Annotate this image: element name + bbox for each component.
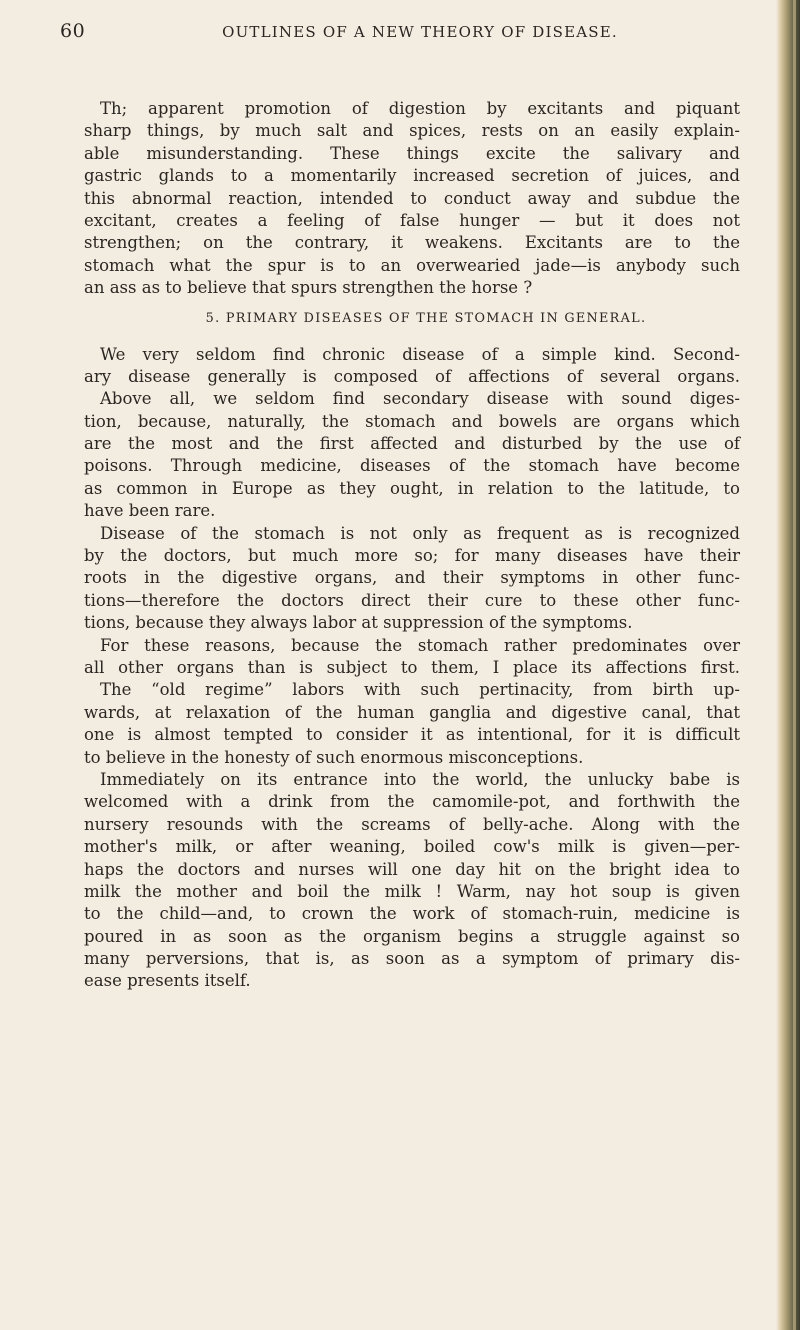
page-header [60,20,740,50]
text-line: gastric glands to a momentarily increased secretion of juices, and [84,166,740,186]
text-line: tions—therefore the doctors direct their cure to these other func- [84,590,740,610]
text-line: as common in Europe as they ought, in relation to the latitude, to [84,478,740,498]
text-line: ary disease generally is composed of affections of several organs. [84,366,740,386]
text-line: to believe in the honesty of such enormous misconceptions. [84,747,584,767]
text-line: many perversions, that is, as soon as a symptom of primary dis- [84,949,740,969]
running-head: OUTLINES OF A NEW THEORY OF DISEASE. [222,23,618,41]
text-line: welcomed with a drink from the camomile-pot, and forthwith the [84,792,740,812]
text-line: We very seldom find chronic disease of a simple kind. Second- [100,344,740,364]
page-body [84,98,740,993]
text-line: Th; apparent promotion of digestion by excitants and piquant [100,99,740,118]
text-line: one is almost tempted to consider it as intentional, for it is difficult [84,725,740,745]
text-line: Disease of the stomach is not only as frequent as is recognized [100,523,740,543]
text-line: sharp things, by much salt and spices, rests on an easily explain- [84,121,740,141]
text-line: roots in the digestive organs, and their symptoms in other func- [84,568,740,588]
text-line: excitant, creates a feeling of false hunger — but it does not [84,210,740,230]
paragraph-2 [84,344,740,523]
text-line: this abnormal reaction, intended to conduct away and subdue the [84,188,740,208]
text-line: strengthen; on the contrary, it weakens. Excitants are to the [84,233,740,253]
text-line: able misunderstanding. These things excite the salivary and [84,143,740,163]
text-line: are the most and the first affected and disturbed by the use of [84,434,740,454]
text-line: Immediately on its entrance into the world, the unlucky babe is [100,769,740,789]
text-line: all other organs than is subject to them, I place its affections first. [84,657,740,677]
text-line: ease presents itself. [84,971,251,991]
paragraph-3 [84,523,740,635]
text-line: The “old regime” labors with such pertinacity, from birth up- [100,680,740,700]
page-edge [793,0,796,1330]
text-line: to the child—and, to crown the work of stomach-ruin, medicine is [84,904,740,924]
text-line: nursery resounds with the screams of belly-ache. Along with the [84,814,740,834]
text-line: Above all, we seldom find secondary disease with sound diges- [100,389,740,409]
text-line: milk the mother and boil the milk ! Warm, nay hot soup is given [84,881,740,901]
text-line: tion, because, naturally, the stomach and bowels are organs which [84,411,740,431]
paragraph-1 [84,98,740,300]
paragraph-4 [84,635,740,769]
page-number: 60 [60,20,86,42]
text-line: an ass as to believe that spurs strengthen the horse ? [84,278,533,298]
text-line: poured in as soon as the organism begins a struggle against so [84,926,740,946]
text-line: mother's milk, or after weaning, boiled cow's milk is given—per- [84,837,740,857]
section-heading: 5. PRIMARY DISEASES OF THE STOMACH IN GENERAL. [205,310,647,326]
text-line: have been rare. [84,501,216,521]
book-spine-shadow [776,0,800,1330]
text-line: by the doctors, but much more so; for many diseases have their [84,546,740,566]
text-line: tions, because they always labor at suppression of the symptoms. [84,613,633,633]
text-line: wards, at relaxation of the human ganglia and digestive canal, that [84,702,740,722]
text-line: stomach what the spur is to an overwearied jade—is anybody such [84,255,740,275]
text-line: For these reasons, because the stomach rather predominates over [100,635,740,655]
text-line: haps the doctors and nurses will one day hit on the bright idea to [84,859,740,879]
text-line: poisons. Through medicine, diseases of the stomach have become [84,456,740,476]
paragraph-5 [84,769,740,993]
